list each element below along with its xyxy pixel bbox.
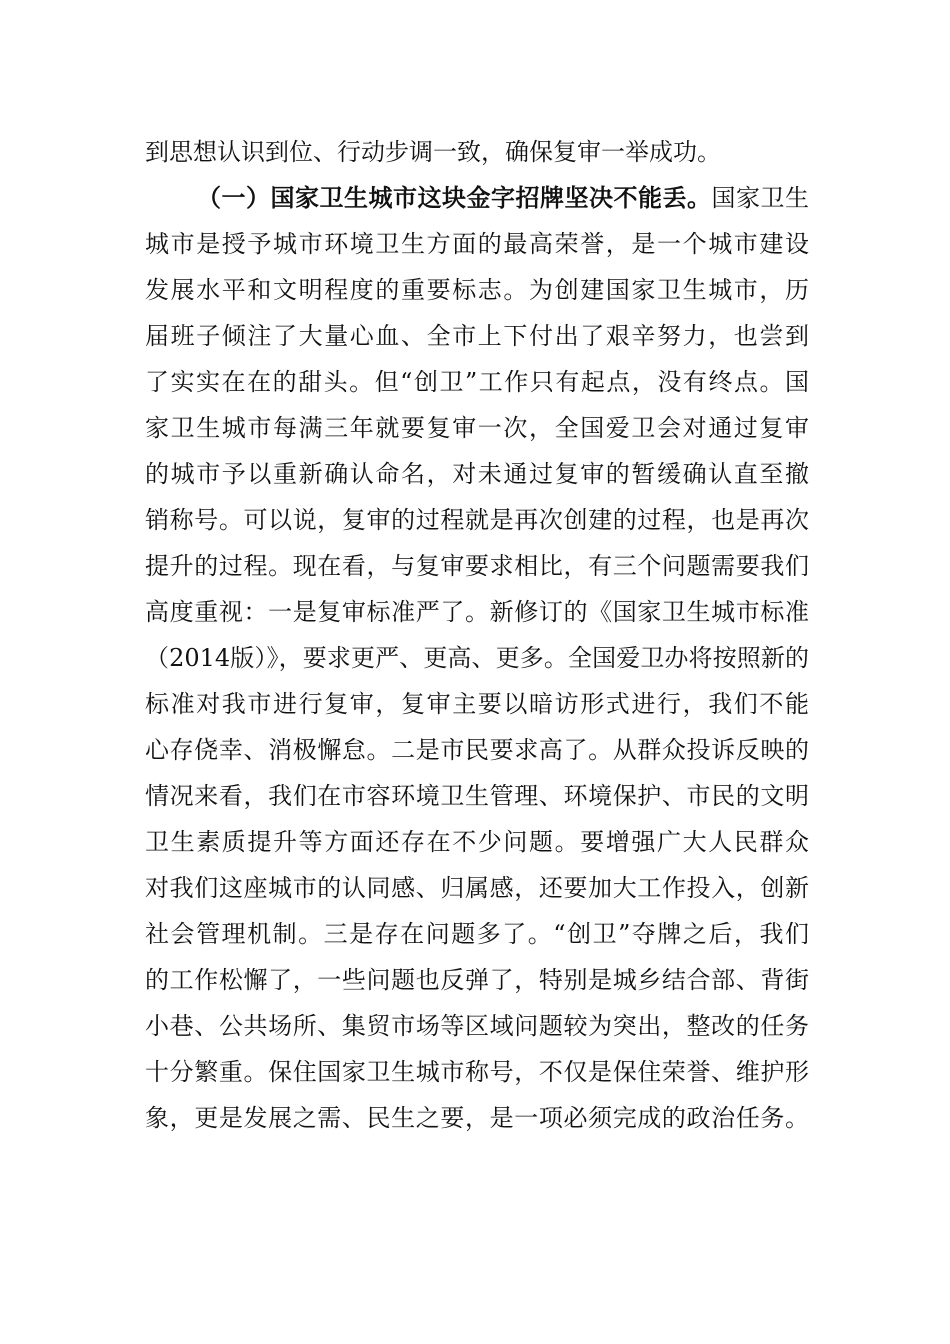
paragraph-line: 发展水平和文明程度的重要标志。为创建国家卫生城市，历 <box>145 276 809 304</box>
paragraph-line: 到思想认识到位、行动步调一致，确保复审一举成功。 <box>145 138 721 166</box>
section-heading: （一）国家卫生城市这块金字招牌坚决不能丢。 <box>197 184 712 212</box>
paragraph-line: （2014版）》，要求更严、更高、更多。全国爱卫办将按照新的 <box>145 644 809 672</box>
paragraph-line: 高度重视：一是复审标准严了。新修订的《国家卫生城市标准 <box>145 598 809 626</box>
paragraph-line: 社会管理机制。三是存在问题多了。“创卫”夺牌之后，我们 <box>145 920 809 948</box>
paragraph-line: 象，更是发展之需、民生之要，是一项必须完成的政治任务。 <box>145 1104 809 1132</box>
section-heading-line <box>197 178 809 218</box>
paragraph-line: 对我们这座城市的认同感、归属感，还要加大工作投入，创新 <box>145 874 809 902</box>
paragraph-line: 情况来看，我们在市容环境卫生管理、环境保护、市民的文明 <box>145 782 809 810</box>
paragraph-line: 提升的过程。现在看，与复审要求相比，有三个问题需要我们 <box>145 552 809 580</box>
paragraph-line: 城市是授予城市环境卫生方面的最高荣誉，是一个城市建设 <box>145 230 809 258</box>
paragraph-line: 卫生素质提升等方面还存在不少问题。要增强广大人民群众 <box>145 828 809 856</box>
paragraph-line: 心存侥幸、消极懈怠。二是市民要求高了。从群众投诉反映的 <box>145 736 809 764</box>
paragraph-line: 家卫生城市每满三年就要复审一次，全国爱卫会对通过复审 <box>145 414 809 442</box>
paragraph-line: 销称号。可以说，复审的过程就是再次创建的过程，也是再次 <box>145 506 809 534</box>
paragraph-line: 标准对我市进行复审，复审主要以暗访形式进行，我们不能 <box>145 690 809 718</box>
paragraph-line: 小巷、公共场所、集贸市场等区域问题较为突出，整改的任务 <box>145 1012 809 1040</box>
paragraph-line: 了实实在在的甜头。但“创卫”工作只有起点，没有终点。国 <box>145 368 809 396</box>
paragraph-line: 届班子倾注了大量心血、全市上下付出了艰辛努力，也尝到 <box>145 322 809 350</box>
paragraph-text: 国家卫生 <box>711 184 809 212</box>
paragraph-line: 的城市予以重新确认命名，对未通过复审的暂缓确认直至撤 <box>145 460 809 488</box>
paragraph-line: 十分繁重。保住国家卫生城市称号，不仅是保住荣誉、维护形 <box>145 1058 809 1086</box>
paragraph-line: 的工作松懈了，一些问题也反弹了，特别是城乡结合部、背街 <box>145 966 809 994</box>
